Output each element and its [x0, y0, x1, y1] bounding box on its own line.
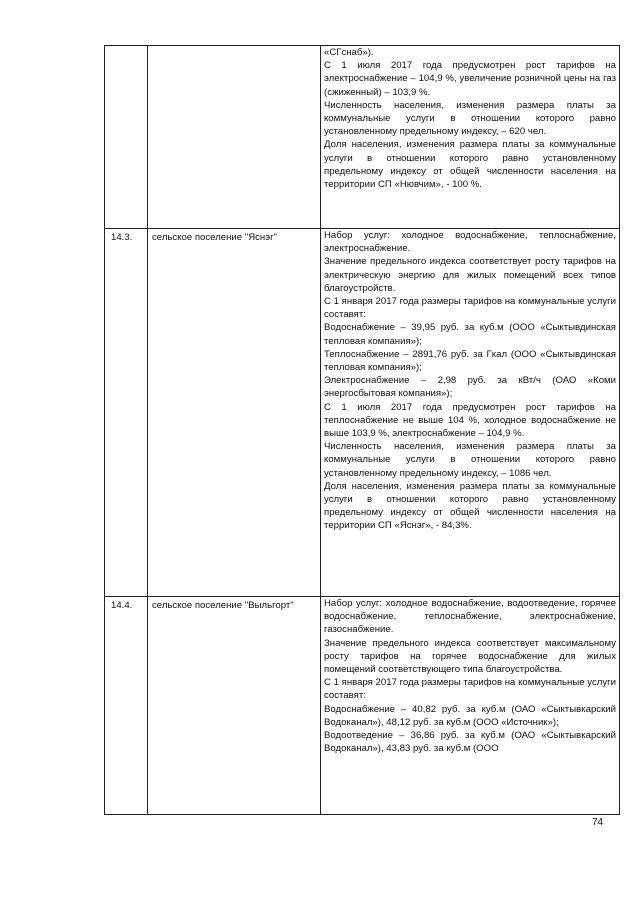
- settlement-name: сельское поселение "Яснэг": [148, 229, 321, 597]
- paragraph: Водоснабжение – 39,95 руб. за куб.м (ООО «Сыктывдинская тепловая компания»);: [324, 322, 616, 347]
- paragraph: «СГснаб»).: [324, 47, 374, 58]
- tariff-description: [321, 46, 620, 229]
- paragraph: Численность населения, изменения размера платы за коммунальные услуги в отношении которого равно установленному предельному индексу, – 620 чел.: [324, 99, 616, 138]
- paragraph: Доля населения, изменения размера платы за коммунальные услуги в отношении которого равно установленному предельному индексу от общей численности населения на территории СП «Нювчим», - 100 %.: [324, 139, 616, 191]
- page-number: 74: [592, 817, 604, 828]
- paragraph: С 1 января 2017 года размеры тарифов на коммунальные услуги составят:: [324, 296, 616, 321]
- paragraph: Набор услуг: холодное водоснабжение, водоотведение, горячее водоснабжение, теплоснабжение, электроснабжение, газоснабжение.: [324, 598, 616, 636]
- paragraph: С 1 июля 2017 года предусмотрен рост тарифов на теплоснабжение не выше 104 %, холодное водоснабжение не выше 103,9 %, электроснабжение – 104,9 %.: [324, 401, 616, 440]
- table-row: [105, 597, 620, 815]
- table-row: [105, 46, 620, 229]
- paragraph: С 1 января 2017 года размеры тарифов на коммунальные услуги составят:: [324, 677, 616, 702]
- settlement-name: сельское поселение "Выльгорт": [148, 597, 321, 815]
- paragraph: Набор услуг: холодное водоснабжение, теплоснабжение, электроснабжение.: [324, 230, 616, 255]
- row-number: 14.4.: [105, 597, 148, 815]
- paragraph: Электроснабжение – 2,98 руб. за кВт/ч (ОАО «Коми энергосбытовая компания»);: [324, 375, 616, 400]
- paragraph: Теплоснабжение – 2891,76 руб. за Гкал (ООО «Сыктывдинская тепловая компания»);: [324, 348, 616, 374]
- row-number: [105, 46, 148, 229]
- paragraph: Численность населения, изменения размера платы за коммунальные услуги в отношении которого равно установленному предельному индексу, – 1086 чел.: [324, 441, 616, 479]
- paragraph: Доля населения, изменения размера платы за коммунальные услуги в отношении которого равно установленному предельному индексу от общей численности населения на территории СП «Яснэг», - 84,3%.: [324, 480, 616, 532]
- tariff-description: [321, 597, 620, 815]
- row-number: 14.3.: [105, 229, 148, 597]
- paragraph: Значение предельного индекса соответствует росту тарифов на электрическую энергию для жилых помещений всех типов благоустройств.: [324, 256, 616, 294]
- tariff-table: [104, 45, 620, 815]
- paragraph: Водоотведение – 36,86 руб. за куб.м (ОАО «Сыктывкарский Водоканал»), 43,83 руб. за куб.м (ООО: [324, 730, 616, 755]
- table-row: [105, 229, 620, 597]
- settlement-name: [148, 46, 321, 229]
- tariff-description: [321, 229, 620, 597]
- paragraph: С 1 июля 2017 года предусмотрен рост тарифов на электроснабжение – 104,9 %, увеличение розничной цены на газ (сжиженный) – 103,9 %.: [324, 60, 616, 98]
- paragraph: Значение предельного индекса соответствует максимальному росту тарифов на горячее водоснабжение для жилых помещений соответствующего типа благоустройства.: [324, 637, 616, 676]
- paragraph: Водоснабжение – 40,82 руб. за куб.м (ОАО «Сыктывкарский Водоканал»), 48,12 руб. за куб.м (ООО «Источник»);: [324, 703, 616, 728]
